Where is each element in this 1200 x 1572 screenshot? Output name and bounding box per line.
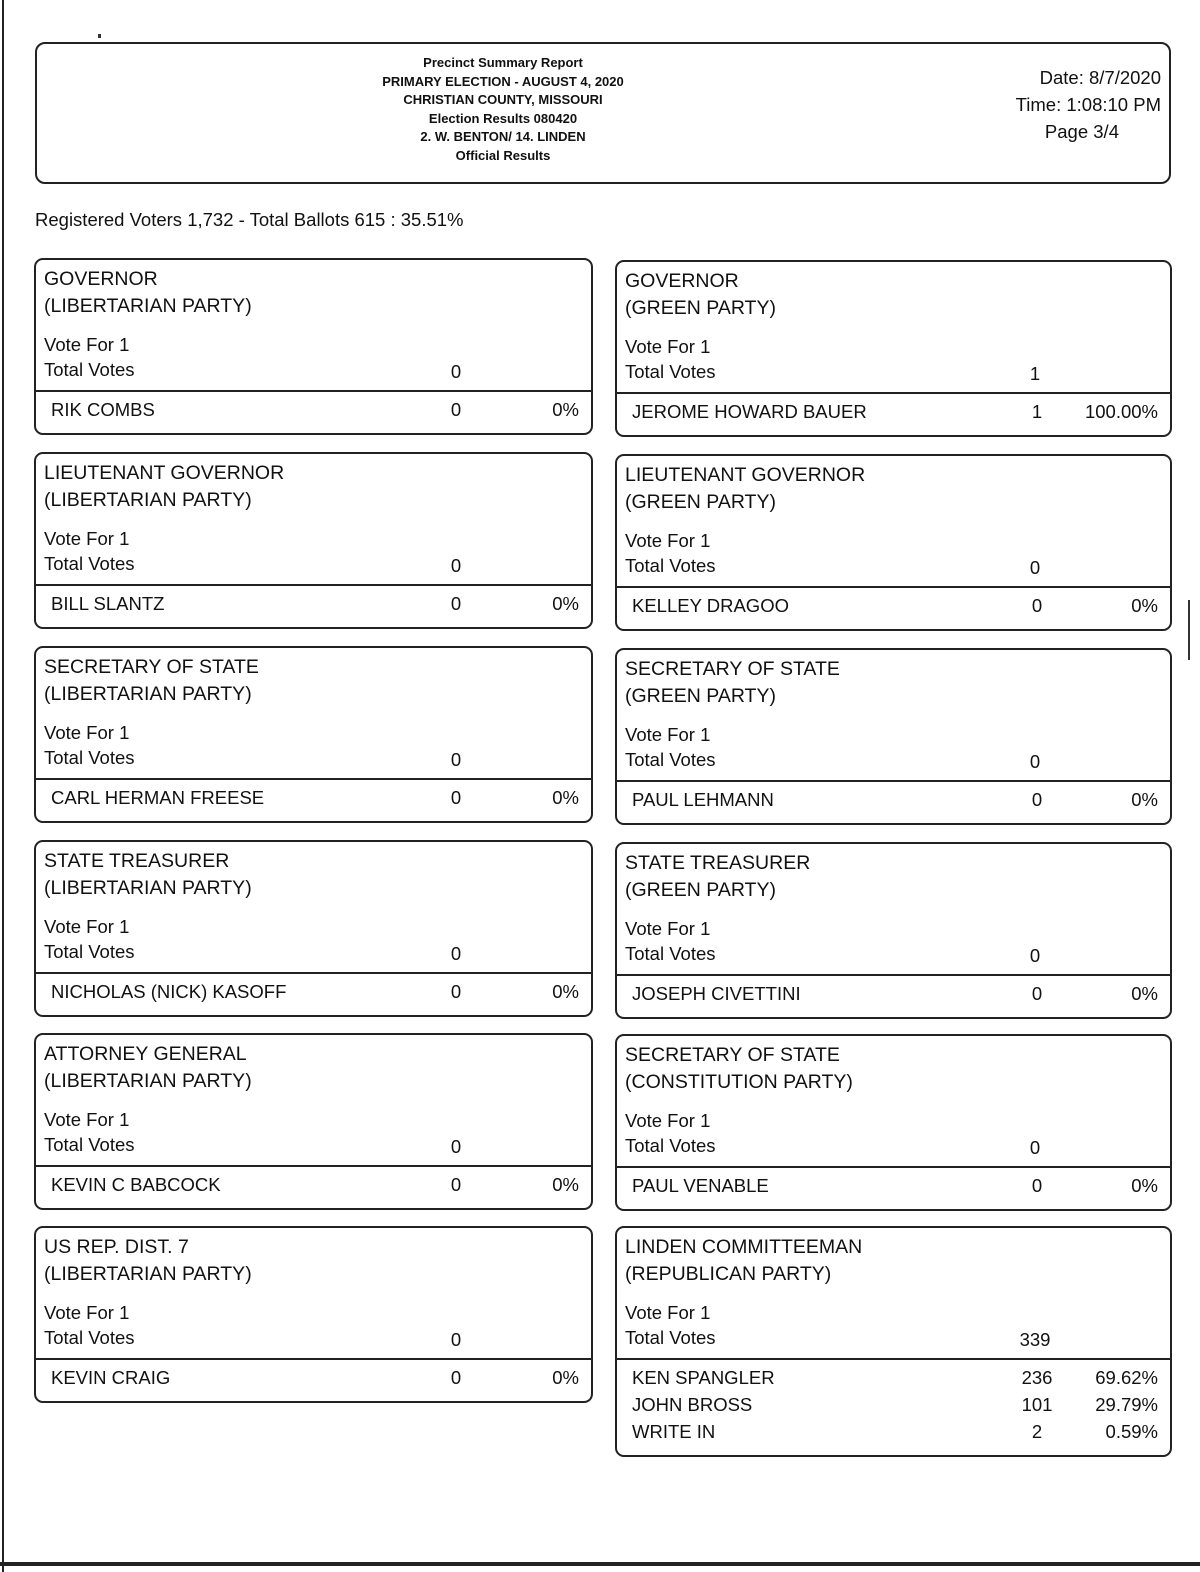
race-party: (REPUBLICAN PARTY) bbox=[625, 1263, 832, 1285]
candidate-row bbox=[632, 1421, 1158, 1448]
total-votes-value: 1 bbox=[1029, 363, 1041, 384]
race-divider bbox=[36, 972, 591, 974]
race-divider bbox=[36, 390, 591, 392]
total-votes-value: 0 bbox=[1029, 557, 1041, 578]
candidate-votes: 0 bbox=[450, 1174, 462, 1195]
vote-for-label: Vote For 1 bbox=[625, 1302, 711, 1323]
total-votes-label: Total Votes bbox=[625, 943, 716, 964]
race-divider bbox=[617, 1358, 1170, 1360]
total-votes-value: 0 bbox=[450, 1136, 462, 1157]
total-votes-label: Total Votes bbox=[625, 1135, 716, 1156]
race-office: LINDEN COMMITTEEMAN bbox=[625, 1236, 863, 1258]
candidate-votes: 1 bbox=[1031, 401, 1043, 422]
race-party: (GREEN PARTY) bbox=[625, 297, 776, 319]
report-header bbox=[35, 42, 1171, 184]
candidate-name: KELLEY DRAGOO bbox=[632, 595, 789, 616]
total-votes-value: 0 bbox=[450, 361, 462, 382]
race-title bbox=[625, 1234, 862, 1288]
race-divider bbox=[36, 1358, 591, 1360]
race-party: (LIBERTARIAN PARTY) bbox=[44, 1263, 252, 1285]
candidate-row bbox=[632, 401, 1158, 428]
candidate-name: CARL HERMAN FREESE bbox=[51, 787, 265, 808]
results-status: Official Results bbox=[455, 147, 551, 163]
candidate-percent: 0% bbox=[552, 593, 579, 614]
candidate-percent: 0% bbox=[1131, 983, 1158, 1004]
total-votes-value: 0 bbox=[450, 943, 462, 964]
candidate-percent: 0% bbox=[552, 1174, 579, 1195]
candidate-votes: 0 bbox=[1031, 595, 1043, 616]
race-box bbox=[34, 840, 593, 1017]
vote-for-label: Vote For 1 bbox=[625, 336, 711, 357]
candidate-row bbox=[632, 983, 1158, 1010]
scan-mark bbox=[98, 34, 101, 38]
race-office: LIEUTENANT GOVERNOR bbox=[625, 464, 866, 486]
candidate-percent: 0% bbox=[1131, 789, 1158, 810]
candidate-percent: 0% bbox=[552, 981, 579, 1002]
race-office: STATE TREASURER bbox=[44, 850, 230, 872]
report-header-center bbox=[37, 54, 1169, 165]
race-office: GOVERNOR bbox=[44, 268, 158, 290]
total-votes-label: Total Votes bbox=[44, 1327, 135, 1348]
race-office: STATE TREASURER bbox=[625, 852, 811, 874]
race-box bbox=[615, 842, 1172, 1019]
election-name: PRIMARY ELECTION - AUGUST 4, 2020 bbox=[382, 73, 624, 89]
vote-for-label: Vote For 1 bbox=[44, 334, 130, 355]
vote-for-label: Vote For 1 bbox=[625, 1110, 711, 1131]
candidate-name: PAUL VENABLE bbox=[632, 1175, 769, 1196]
total-votes-label: Total Votes bbox=[625, 555, 716, 576]
race-divider bbox=[617, 974, 1170, 976]
total-votes-value: 0 bbox=[450, 749, 462, 770]
candidate-percent: 29.79% bbox=[1095, 1394, 1158, 1415]
race-office: SECRETARY OF STATE bbox=[44, 656, 259, 678]
candidate-name: NICHOLAS (NICK) KASOFF bbox=[51, 981, 287, 1002]
candidate-votes: 0 bbox=[1031, 789, 1043, 810]
candidate-votes: 0 bbox=[450, 787, 462, 808]
candidate-row bbox=[51, 981, 579, 1008]
race-party: (LIBERTARIAN PARTY) bbox=[44, 1070, 252, 1092]
candidate-percent: 0% bbox=[1131, 595, 1158, 616]
race-title bbox=[625, 268, 776, 322]
candidate-row bbox=[51, 399, 579, 426]
candidate-votes: 236 bbox=[1021, 1367, 1053, 1388]
candidate-percent: 0% bbox=[552, 399, 579, 420]
vote-for-label: Vote For 1 bbox=[44, 1109, 130, 1130]
race-party: (GREEN PARTY) bbox=[625, 879, 776, 901]
race-title bbox=[44, 1041, 252, 1095]
county-name: CHRISTIAN COUNTY, MISSOURI bbox=[403, 92, 603, 107]
candidate-percent: 0% bbox=[552, 787, 579, 808]
total-votes-value: 339 bbox=[1019, 1329, 1051, 1350]
candidate-percent: 0% bbox=[1131, 1175, 1158, 1196]
race-divider bbox=[36, 778, 591, 780]
race-party: (LIBERTARIAN PARTY) bbox=[44, 295, 252, 317]
candidate-name: KEN SPANGLER bbox=[632, 1367, 775, 1388]
candidate-votes: 0 bbox=[1031, 983, 1043, 1004]
vote-for-label: Vote For 1 bbox=[625, 724, 711, 745]
candidate-percent: 69.62% bbox=[1095, 1367, 1158, 1388]
race-title bbox=[625, 850, 810, 904]
total-votes-label: Total Votes bbox=[625, 749, 716, 770]
candidate-votes: 101 bbox=[1021, 1394, 1053, 1415]
total-votes-value: 0 bbox=[1029, 945, 1041, 966]
page-edge bbox=[2, 0, 4, 1572]
total-votes-value: 0 bbox=[1029, 751, 1041, 772]
candidate-name: RIK COMBS bbox=[51, 399, 155, 420]
race-title bbox=[44, 460, 284, 514]
candidate-name: JEROME HOWARD BAUER bbox=[632, 401, 867, 422]
total-votes-label: Total Votes bbox=[44, 1134, 135, 1155]
candidate-row bbox=[51, 1174, 579, 1201]
vote-for-label: Vote For 1 bbox=[44, 528, 130, 549]
race-party: (LIBERTARIAN PARTY) bbox=[44, 489, 252, 511]
race-box bbox=[615, 1226, 1172, 1457]
total-votes-label: Total Votes bbox=[44, 941, 135, 962]
race-divider bbox=[617, 586, 1170, 588]
total-votes-label: Total Votes bbox=[44, 747, 135, 768]
precinct-name: 2. W. BENTON/ 14. LINDEN bbox=[420, 129, 586, 144]
vote-for-label: Vote For 1 bbox=[44, 916, 130, 937]
vote-for-label: Vote For 1 bbox=[44, 722, 130, 743]
total-votes-label: Total Votes bbox=[625, 361, 716, 382]
scan-mark bbox=[1188, 600, 1190, 660]
total-votes-value: 0 bbox=[450, 1329, 462, 1350]
race-office: US REP. DIST. 7 bbox=[44, 1236, 189, 1258]
candidate-name: BILL SLANTZ bbox=[51, 593, 165, 614]
candidate-row bbox=[632, 1367, 1158, 1394]
page-number: Page 3/4 bbox=[1044, 121, 1119, 142]
race-box bbox=[34, 452, 593, 629]
candidate-votes: 0 bbox=[450, 399, 462, 420]
race-party: (CONSTITUTION PARTY) bbox=[625, 1071, 853, 1093]
total-votes-label: Total Votes bbox=[44, 553, 135, 574]
race-title bbox=[44, 848, 252, 902]
report-title: Precinct Summary Report bbox=[423, 55, 583, 70]
candidate-percent: 0% bbox=[552, 1367, 579, 1388]
race-box bbox=[34, 646, 593, 823]
candidate-name: WRITE IN bbox=[632, 1421, 716, 1442]
candidate-row bbox=[51, 787, 579, 814]
race-party: (LIBERTARIAN PARTY) bbox=[44, 877, 252, 899]
registered-voters-summary: Registered Voters 1,732 - Total Ballots 615 : 35.51% bbox=[35, 209, 464, 230]
total-votes-value: 0 bbox=[450, 555, 462, 576]
candidate-votes: 0 bbox=[450, 981, 462, 1002]
candidate-name: PAUL LEHMANN bbox=[632, 789, 774, 810]
race-divider bbox=[617, 392, 1170, 394]
candidate-row bbox=[632, 595, 1158, 622]
vote-for-label: Vote For 1 bbox=[625, 530, 711, 551]
vote-for-label: Vote For 1 bbox=[44, 1302, 130, 1323]
race-box bbox=[34, 258, 593, 435]
report-meta bbox=[1016, 64, 1161, 145]
race-party: (LIBERTARIAN PARTY) bbox=[44, 683, 252, 705]
race-divider bbox=[36, 584, 591, 586]
race-box bbox=[615, 648, 1172, 825]
race-title bbox=[44, 654, 259, 708]
candidate-votes: 0 bbox=[1031, 1175, 1043, 1196]
candidate-percent: 0.59% bbox=[1105, 1421, 1158, 1442]
race-divider bbox=[617, 780, 1170, 782]
race-divider bbox=[36, 1165, 591, 1167]
total-votes-label: Total Votes bbox=[625, 1327, 716, 1348]
race-office: SECRETARY OF STATE bbox=[625, 658, 840, 680]
page-edge bbox=[0, 1562, 1200, 1566]
vote-for-label: Vote For 1 bbox=[625, 918, 711, 939]
race-office: LIEUTENANT GOVERNOR bbox=[44, 462, 285, 484]
total-votes-label: Total Votes bbox=[44, 359, 135, 380]
candidate-row bbox=[632, 789, 1158, 816]
total-votes-value: 0 bbox=[1029, 1137, 1041, 1158]
report-time: Time: 1:08:10 PM bbox=[1015, 94, 1161, 115]
candidate-row bbox=[51, 593, 579, 620]
candidate-name: JOHN BROSS bbox=[632, 1394, 753, 1415]
race-box bbox=[34, 1226, 593, 1403]
race-title bbox=[44, 1234, 252, 1288]
candidate-percent: 100.00% bbox=[1084, 401, 1158, 422]
race-title bbox=[44, 266, 252, 320]
candidate-name: KEVIN CRAIG bbox=[51, 1367, 171, 1388]
candidate-row bbox=[632, 1394, 1158, 1421]
race-title bbox=[625, 1042, 853, 1096]
race-office: GOVERNOR bbox=[625, 270, 739, 292]
race-box bbox=[34, 1033, 593, 1210]
race-box bbox=[615, 1034, 1172, 1211]
candidate-row bbox=[632, 1175, 1158, 1202]
results-id: Election Results 080420 bbox=[428, 110, 578, 126]
race-title bbox=[625, 462, 865, 516]
candidate-votes: 0 bbox=[450, 593, 462, 614]
race-office: SECRETARY OF STATE bbox=[625, 1044, 840, 1066]
race-party: (GREEN PARTY) bbox=[625, 685, 776, 707]
candidate-name: JOSEPH CIVETTINI bbox=[632, 983, 801, 1004]
race-title bbox=[625, 656, 840, 710]
candidate-votes: 0 bbox=[450, 1367, 462, 1388]
race-party: (GREEN PARTY) bbox=[625, 491, 776, 513]
candidate-row bbox=[51, 1367, 579, 1394]
race-box bbox=[615, 454, 1172, 631]
race-divider bbox=[617, 1166, 1170, 1168]
candidate-name: KEVIN C BABCOCK bbox=[51, 1174, 221, 1195]
race-box bbox=[615, 260, 1172, 437]
race-office: ATTORNEY GENERAL bbox=[44, 1043, 247, 1065]
report-date: Date: 8/7/2020 bbox=[1039, 67, 1161, 88]
candidate-votes: 2 bbox=[1031, 1421, 1043, 1442]
